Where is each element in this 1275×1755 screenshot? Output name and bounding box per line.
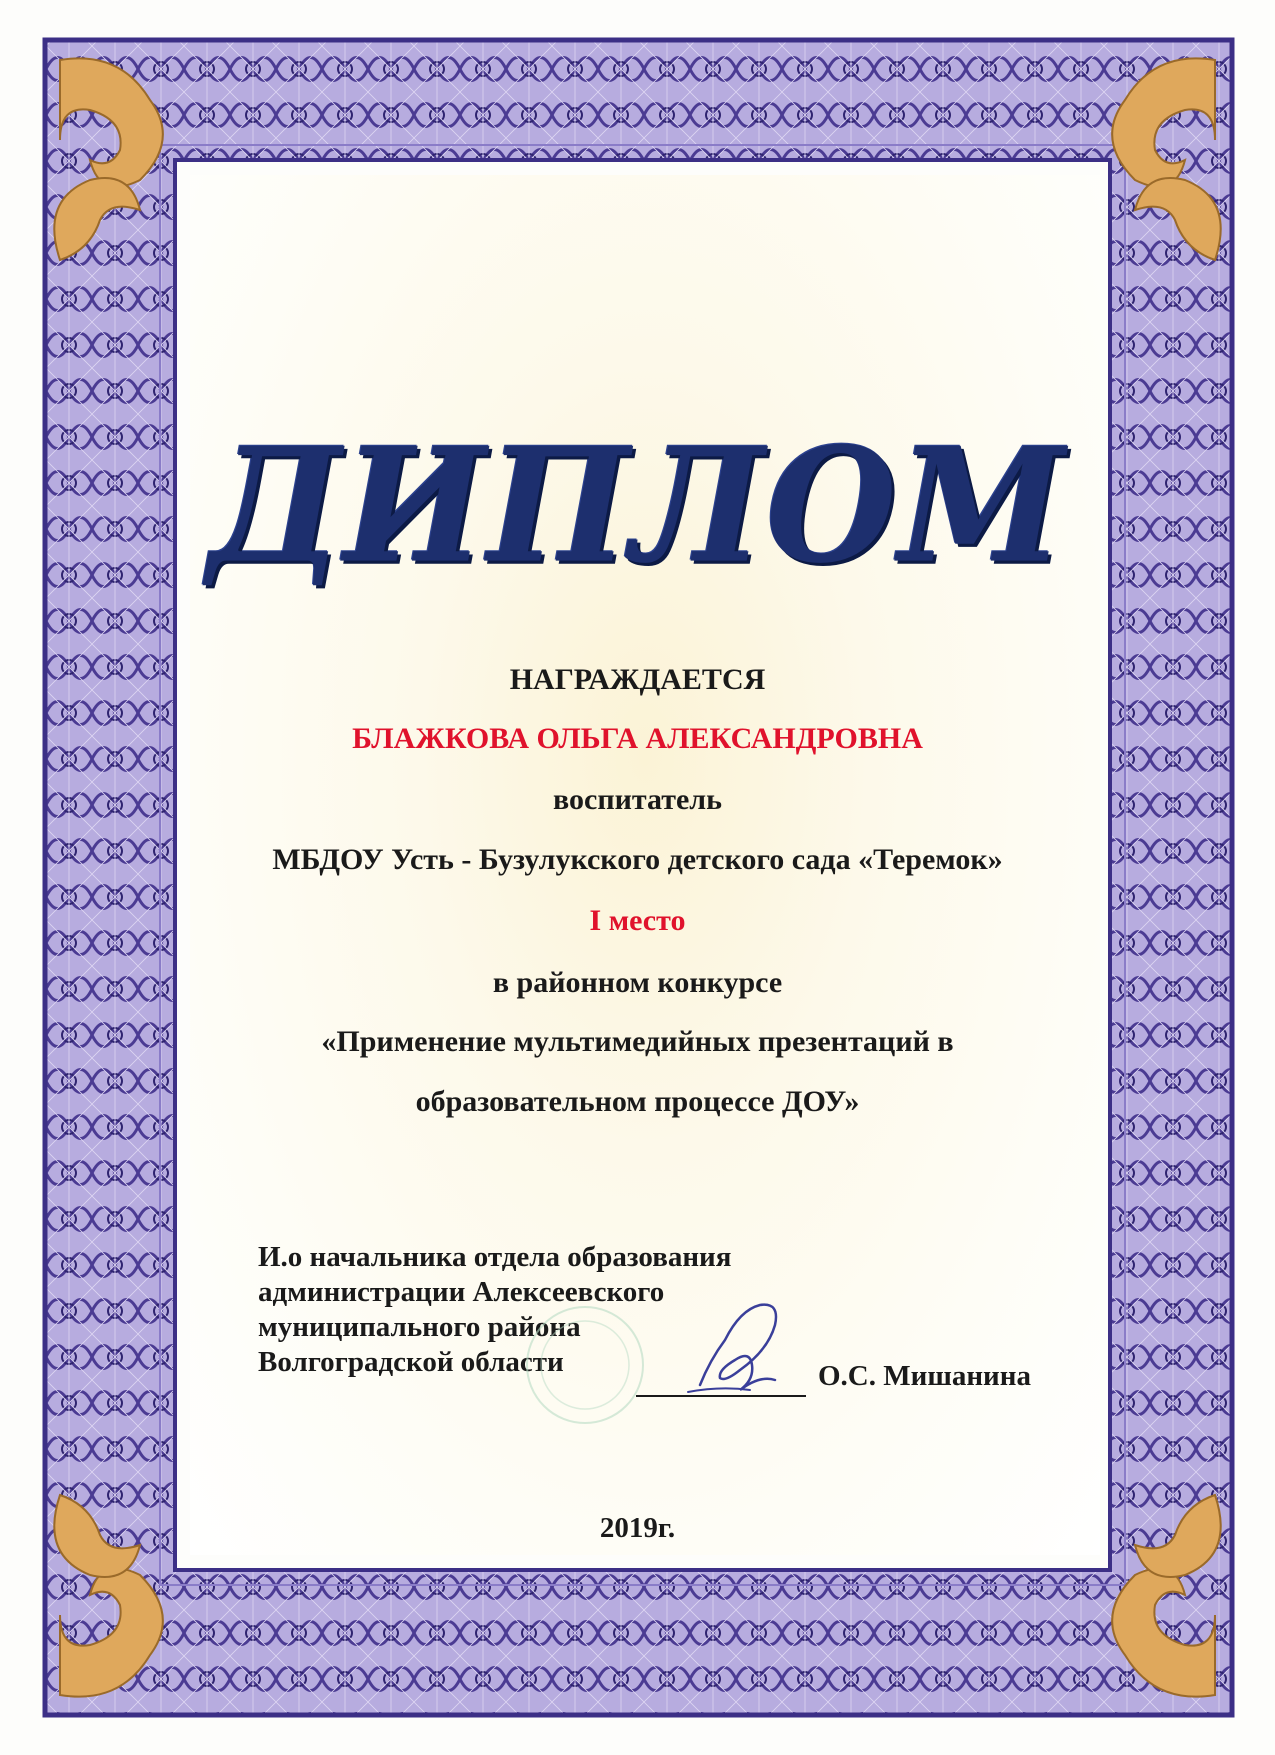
contest-name-line2: образовательном процессе ДОУ»	[415, 1085, 860, 1118]
diploma-title: ДИПЛОМ	[208, 413, 1067, 599]
signature-line	[636, 1395, 806, 1397]
signatory-name: О.С. Мишанина	[818, 1360, 1031, 1392]
contest-intro: в районном конкурсе	[492, 966, 783, 999]
signatory-line2: администрации Алексеевского	[258, 1276, 665, 1308]
recipient-position: воспитатель	[553, 783, 722, 816]
award-place: I место	[589, 904, 686, 937]
signatory-line4: Волгоградской области	[258, 1346, 564, 1378]
contest-name-line1: «Применение мультимедийных презентаций в	[321, 1025, 954, 1058]
stamp-mark	[520, 1300, 650, 1430]
signatory-line1: И.о начальника отдела образования	[258, 1241, 732, 1273]
organization-name: МБДОУ Усть - Бузулукского детского сада «Теремок»	[272, 843, 1003, 876]
signatory-title	[258, 1240, 731, 1380]
issue-year: 2019г.	[599, 1512, 676, 1544]
recipient-name: БЛАЖКОВА ОЛЬГА АЛЕКСАНДРОВНА	[352, 722, 923, 755]
handwritten-signature	[680, 1290, 800, 1410]
awarded-label: НАГРАЖДАЕТСЯ	[509, 663, 766, 696]
signatory-line3: муниципального района	[258, 1311, 581, 1343]
